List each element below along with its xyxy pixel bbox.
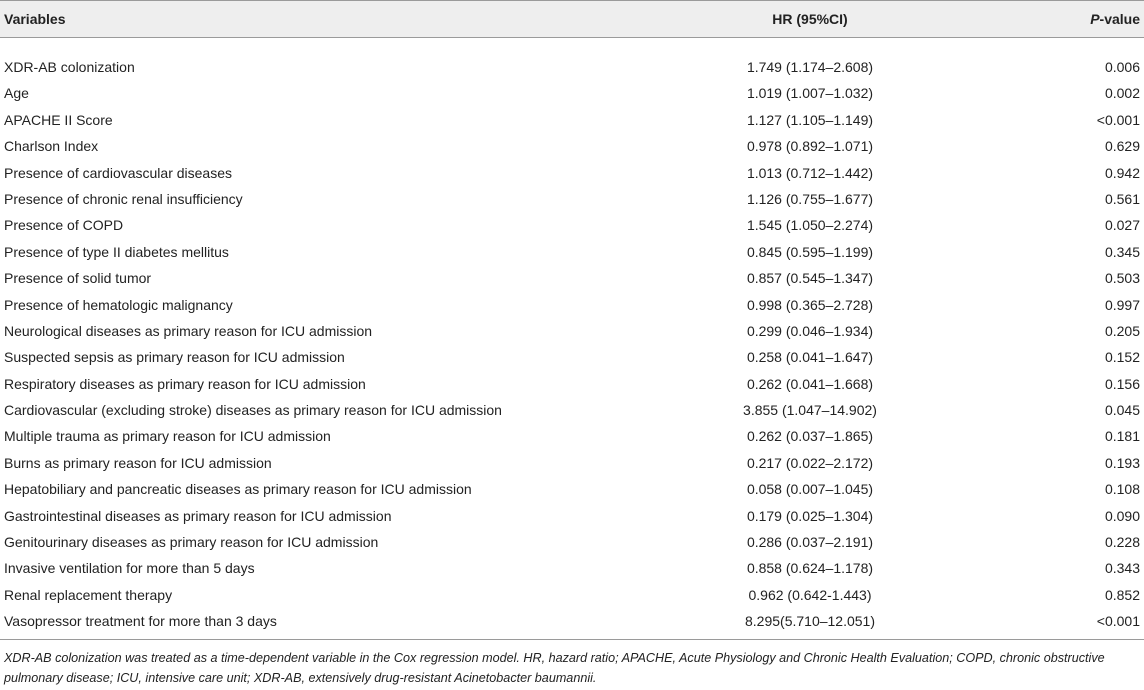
table-row xyxy=(0,476,1144,502)
table-row xyxy=(0,107,1144,133)
table-row xyxy=(0,555,1144,581)
cell-hr: 3.855 (1.047–14.902) xyxy=(743,402,877,419)
cell-p-value: 0.027 xyxy=(1104,217,1140,234)
cell-hr: 1.126 (0.755–1.677) xyxy=(746,190,874,207)
cell-variable: Charlson Index xyxy=(4,138,99,155)
cell-p-value: 0.152 xyxy=(1104,349,1140,366)
cell-p-value: 0.193 xyxy=(1104,454,1140,471)
cell-variable: Presence of COPD xyxy=(4,217,124,234)
cell-p-value: 0.156 xyxy=(1104,375,1140,392)
cell-hr: 0.286 (0.037–2.191) xyxy=(746,534,874,551)
cell-hr: 1.127 (1.105–1.149) xyxy=(746,111,874,128)
cell-hr: 0.262 (0.041–1.668) xyxy=(746,375,874,392)
cell-variable: Presence of solid tumor xyxy=(4,270,152,287)
cell-variable: Cardiovascular (excluding stroke) diseases as primary reason for ICU admission xyxy=(4,402,502,419)
cell-variable: Gastrointestinal diseases as primary reason for ICU admission xyxy=(4,507,392,524)
table-row xyxy=(0,160,1144,186)
table-row xyxy=(0,450,1144,476)
table-bottom-rule xyxy=(0,639,1144,640)
cell-variable: Presence of cardiovascular diseases xyxy=(4,164,233,181)
table-row xyxy=(0,212,1144,238)
cell-hr: 1.545 (1.050–2.274) xyxy=(746,217,874,234)
cell-variable: XDR-AB colonization xyxy=(4,59,135,75)
cell-p-value: 0.108 xyxy=(1104,481,1140,498)
cell-p-value: <0.001 xyxy=(1096,613,1140,630)
cell-hr: 0.179 (0.025–1.304) xyxy=(746,507,874,524)
cell-hr: 0.857 (0.545–1.347) xyxy=(746,270,874,287)
header-variables: Variables xyxy=(4,11,66,27)
table-row xyxy=(0,186,1144,212)
table-footnote: XDR-AB colonization was treated as a time-dependent variable in the Cox regression model. HR, hazard ratio; APACHE, Acute Physiology and Chronic Health Evaluation; COPD, chronic obstructive pulmonary disease; ICU, intensive care unit; XDR-AB, extensively drug-resistant Acinetobacter baumannii. xyxy=(4,651,1105,685)
cell-hr: 0.058 (0.007–1.045) xyxy=(746,481,874,498)
cell-variable: Hepatobiliary and pancreatic diseases as primary reason for ICU admission xyxy=(4,481,472,498)
cell-variable: APACHE II Score xyxy=(4,111,113,128)
cell-p-value: 0.345 xyxy=(1104,243,1140,260)
cell-p-value: 0.002 xyxy=(1104,85,1140,102)
table-row xyxy=(0,582,1144,608)
cell-hr: 1.749 (1.174–2.608) xyxy=(746,59,874,75)
cell-hr: 0.299 (0.046–1.934) xyxy=(746,322,874,339)
table-row xyxy=(0,80,1144,106)
table-row xyxy=(0,265,1144,291)
cell-hr: 0.962 (0.642-1.443) xyxy=(748,586,872,603)
cell-variable: Presence of type II diabetes mellitus xyxy=(4,243,229,260)
cell-p-value: 0.090 xyxy=(1104,507,1140,524)
table-row xyxy=(0,54,1144,80)
cell-hr: 0.845 (0.595–1.199) xyxy=(746,243,874,260)
table-row xyxy=(0,133,1144,159)
cell-p-value: 0.045 xyxy=(1104,402,1140,419)
cell-hr: 1.013 (0.712–1.442) xyxy=(746,164,874,181)
cell-p-value: 0.503 xyxy=(1104,270,1140,287)
cell-p-value: 0.629 xyxy=(1104,138,1140,155)
table-row xyxy=(0,344,1144,370)
cell-hr: 0.858 (0.624–1.178) xyxy=(746,560,874,577)
cell-variable: Burns as primary reason for ICU admission xyxy=(4,454,272,471)
cell-p-value: 0.997 xyxy=(1104,296,1140,313)
cell-p-value: 0.561 xyxy=(1104,190,1140,207)
cell-variable: Respiratory diseases as primary reason for ICU admission xyxy=(4,375,366,392)
table-row xyxy=(0,239,1144,265)
cell-variable: Invasive ventilation for more than 5 days xyxy=(4,560,255,577)
header-p-suffix: -value xyxy=(1099,11,1140,27)
cell-p-value: 0.852 xyxy=(1104,586,1140,603)
cell-hr: 0.258 (0.041–1.647) xyxy=(746,349,874,366)
table-row xyxy=(0,371,1144,397)
table-row xyxy=(0,397,1144,423)
cell-p-value: 0.205 xyxy=(1104,322,1140,339)
table-row xyxy=(0,608,1144,634)
cell-p-value: 0.181 xyxy=(1104,428,1140,445)
header-p-value xyxy=(1090,1,1140,39)
cell-variable: Renal replacement therapy xyxy=(4,586,173,603)
table-row xyxy=(0,529,1144,555)
table-row xyxy=(0,503,1144,529)
header-hr: HR (95%CI) xyxy=(772,11,848,27)
cell-hr: 0.978 (0.892–1.071) xyxy=(746,138,874,155)
table-row xyxy=(0,318,1144,344)
cell-p-value: 0.343 xyxy=(1104,560,1140,577)
cell-hr: 0.262 (0.037–1.865) xyxy=(746,428,874,445)
cell-hr: 0.998 (0.365–2.728) xyxy=(746,296,874,313)
cell-p-value: 0.228 xyxy=(1104,534,1140,551)
table-row xyxy=(0,292,1144,318)
cell-variable: Multiple trauma as primary reason for ICU admission xyxy=(4,428,331,445)
cell-variable: Neurological diseases as primary reason for ICU admission xyxy=(4,322,373,339)
cell-variable: Age xyxy=(4,85,29,102)
cell-hr: 8.295(5.710–12.051) xyxy=(745,613,875,630)
cell-p-value: 0.942 xyxy=(1104,164,1140,181)
cell-variable: Presence of chronic renal insufficiency xyxy=(4,190,243,207)
table-row xyxy=(0,423,1144,449)
cell-variable: Presence of hematologic malignancy xyxy=(4,296,233,313)
cell-p-value: 0.006 xyxy=(1104,59,1140,75)
cell-hr: 1.019 (1.007–1.032) xyxy=(746,85,874,102)
header-p-letter: P xyxy=(1090,11,1100,27)
cell-variable: Vasopressor treatment for more than 3 days xyxy=(4,613,277,630)
cell-p-value: <0.001 xyxy=(1096,111,1140,128)
table-body xyxy=(0,54,1144,635)
cell-hr: 0.217 (0.022–2.172) xyxy=(746,454,874,471)
cell-variable: Suspected sepsis as primary reason for ICU admission xyxy=(4,349,345,366)
table-header xyxy=(0,0,1144,38)
cell-variable: Genitourinary diseases as primary reason for ICU admission xyxy=(4,534,379,551)
